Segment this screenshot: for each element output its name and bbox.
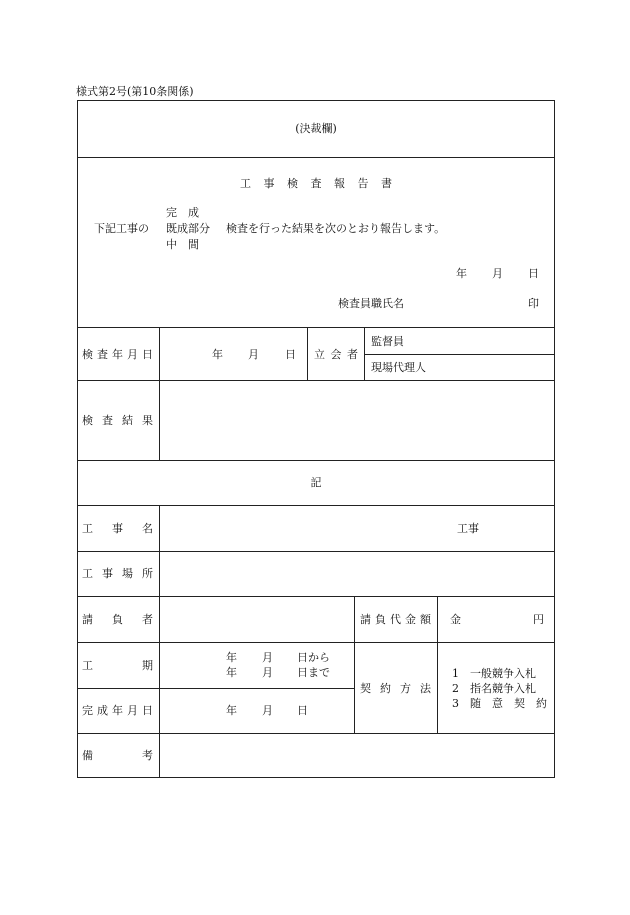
label-char: 工 <box>82 522 93 535</box>
label-char: 査 <box>97 348 108 361</box>
type-option-interim: 中 間 <box>166 238 199 251</box>
label-char: 年 <box>112 348 123 361</box>
rule-result-bottom <box>77 460 555 461</box>
label-char: 方 <box>400 682 411 695</box>
completion-date-year: 年 <box>226 704 237 717</box>
rule-completion-bottom <box>77 733 555 734</box>
label-char: 負 <box>112 613 123 626</box>
rule-contractor-bottom <box>77 642 555 643</box>
label-char: 考 <box>142 749 153 762</box>
label-char: 所 <box>142 567 153 580</box>
report-statement: 検査を行った結果を次のとおり報告します。 <box>226 222 446 235</box>
completion-date-month: 月 <box>262 704 273 717</box>
label-char: 完 <box>82 704 93 717</box>
contract-method-option-number: 3 <box>452 697 459 710</box>
subject-prefix: 下記工事の <box>94 222 149 235</box>
label-char: 検 <box>82 348 93 361</box>
report-heading-char: 報 <box>334 177 345 190</box>
report-date-month: 月 <box>492 267 503 280</box>
label-char: 事 <box>102 567 113 580</box>
inspection-result-label <box>82 414 153 427</box>
label-char: 名 <box>142 522 153 535</box>
label-char: 成 <box>97 704 108 717</box>
rule-contractor-amount <box>354 596 355 733</box>
label-char: 日 <box>142 348 153 361</box>
work-name-label <box>82 522 153 535</box>
site-agent-label: 現場代理人 <box>371 361 426 374</box>
witness-label <box>314 348 358 361</box>
completion-date-label <box>82 704 153 717</box>
report-heading-char: 書 <box>381 177 392 190</box>
rule-label-column <box>159 505 160 778</box>
inspection-date-label <box>82 348 153 361</box>
remarks-label <box>82 749 153 762</box>
label-char: 法 <box>420 682 431 695</box>
rule-witness-split <box>364 354 555 355</box>
label-char: 約 <box>380 682 391 695</box>
label-char: 年 <box>112 704 123 717</box>
period-start-month: 月 <box>262 651 273 664</box>
type-option-complete: 完 成 <box>166 206 199 219</box>
label-char: 場 <box>122 567 133 580</box>
approval-section-label: (決裁欄) <box>295 122 337 135</box>
rule-label-column <box>159 327 160 380</box>
label-char: 工 <box>82 567 93 580</box>
inspection-date-month: 月 <box>248 348 259 361</box>
contract-method-option-number: 1 <box>452 667 459 680</box>
supervisor-label: 監督員 <box>371 335 404 348</box>
label-char: 結 <box>122 414 133 427</box>
label-char: 請 <box>360 613 371 626</box>
label-char: 日 <box>142 704 153 717</box>
period-start-year: 年 <box>226 651 237 664</box>
label-char: 額 <box>420 613 431 626</box>
amount-unit: 円 <box>533 613 544 626</box>
report-heading <box>240 177 392 190</box>
contract-method-option-negotiated: 随 意 契 約 <box>470 697 547 710</box>
rule-label-column <box>159 380 160 460</box>
label-char: 契 <box>360 682 371 695</box>
rule-approval-bottom <box>77 157 555 158</box>
label-char: 者 <box>142 613 153 626</box>
report-date-year: 年 <box>456 267 467 280</box>
report-heading-char: 査 <box>310 177 322 190</box>
rule-name-bottom <box>77 551 555 552</box>
label-char: 者 <box>347 348 358 361</box>
seal-mark: 印 <box>528 297 539 310</box>
period-end-year: 年 <box>226 666 237 679</box>
work-period-label <box>82 659 153 672</box>
work-name-suffix: 工事 <box>457 522 479 535</box>
inspection-date-year: 年 <box>212 348 223 361</box>
label-char: 果 <box>142 414 153 427</box>
label-char: 代 <box>390 613 401 626</box>
label-char: 負 <box>375 613 386 626</box>
work-location-label <box>82 567 153 580</box>
rule-period-bottom <box>77 688 354 689</box>
label-char: 立 <box>314 348 325 361</box>
report-heading-char: 検 <box>287 177 298 190</box>
rule-witness-names <box>364 327 365 380</box>
label-char: 請 <box>82 613 93 626</box>
label-char: 事 <box>112 522 123 535</box>
label-char: 会 <box>330 348 342 361</box>
contract-method-option-number: 2 <box>452 682 459 695</box>
label-char: 月 <box>127 348 138 361</box>
report-heading-char: 工 <box>240 177 251 190</box>
period-end-day: 日まで <box>297 666 330 679</box>
contract-amount-label <box>360 613 431 626</box>
rule-inspection-bottom <box>77 380 555 381</box>
report-date-day: 日 <box>528 267 539 280</box>
form-title: 様式第2号(第10条関係) <box>76 85 194 98</box>
contract-method-option-general-bid: 一般競争入札 <box>470 667 536 680</box>
label-char: 備 <box>82 749 93 762</box>
contractor-label <box>82 613 153 626</box>
period-start-day: 日から <box>297 651 330 664</box>
label-char: 金 <box>405 613 416 626</box>
contract-method-option-nominated-bid: 指名競争入札 <box>470 682 536 695</box>
label-char: 期 <box>142 659 153 672</box>
inspection-date-day: 日 <box>285 348 296 361</box>
contract-method-label <box>360 682 431 695</box>
label-char: 検 <box>82 414 93 427</box>
rule-location-bottom <box>77 596 555 597</box>
rule-record-bottom <box>77 505 555 506</box>
label-char: 月 <box>127 704 138 717</box>
rule-report-bottom <box>77 327 555 328</box>
completion-date-day: 日 <box>297 704 308 717</box>
amount-prefix: 金 <box>450 613 461 626</box>
type-option-partial: 既成部分 <box>166 222 210 235</box>
rule-amount-label-value <box>437 596 438 733</box>
record-heading: 記 <box>310 476 322 489</box>
report-heading-char: 告 <box>357 177 369 190</box>
label-char: 工 <box>82 659 93 672</box>
period-end-month: 月 <box>262 666 273 679</box>
inspector-name-label: 検査員職氏名 <box>338 297 404 310</box>
rule-date-witness <box>307 327 308 380</box>
report-heading-char: 事 <box>263 177 275 190</box>
label-char: 査 <box>102 414 113 427</box>
